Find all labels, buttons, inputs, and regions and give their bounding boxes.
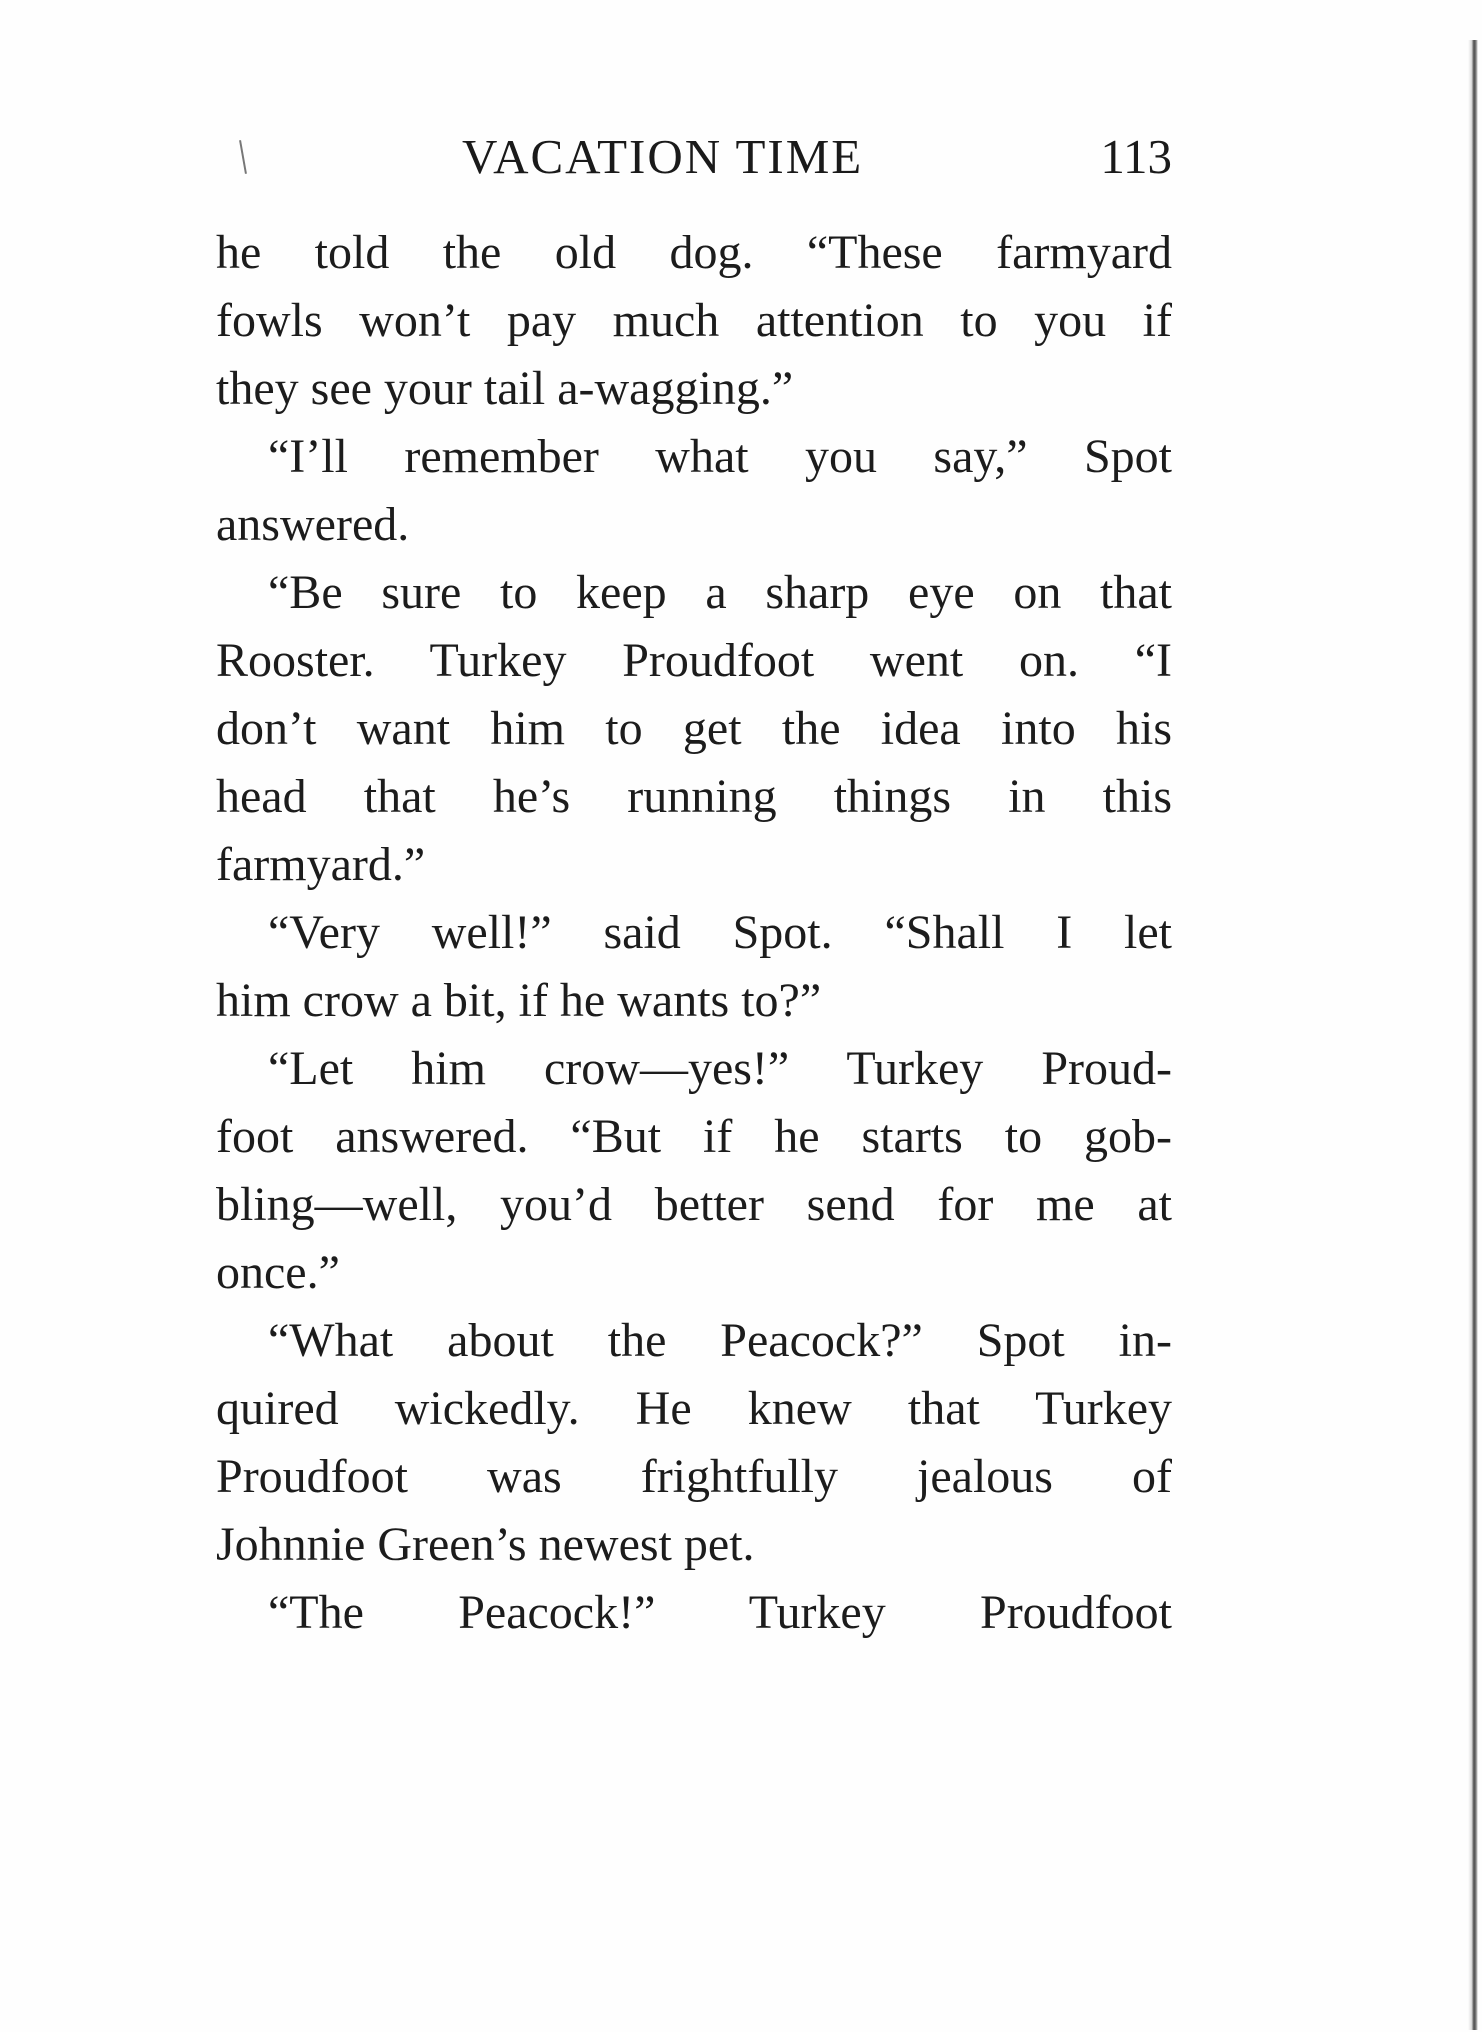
text-line: Proudfoot was frightfully jealous of	[216, 1450, 1172, 1503]
text-line: “Let him crow—yes!” Turkey Proud-	[268, 1042, 1172, 1095]
text-line: him crow a bit, if he wants to?”	[216, 974, 822, 1027]
text-line: “I’ll remember what you say,” Spot	[268, 430, 1172, 483]
text-line: they see your tail a-wagging.”	[216, 362, 794, 415]
text-line: fowls won’t pay much attention to you if	[216, 294, 1172, 347]
text-line: farmyard.”	[216, 838, 426, 891]
text-line: answered.	[216, 498, 410, 551]
text-line: he told the old dog. “These farmyard	[216, 226, 1172, 279]
text-line: quired wickedly. He knew that Turkey	[216, 1382, 1172, 1435]
page-number: 113	[1100, 129, 1172, 184]
text-line: foot answered. “But if he starts to gob-	[216, 1110, 1172, 1163]
text-line: don’t want him to get the idea into his	[216, 702, 1172, 755]
running-head: VACATION TIME	[462, 129, 864, 184]
text-line: once.”	[216, 1246, 340, 1299]
scan-mark	[239, 140, 247, 174]
page-header	[218, 128, 1172, 188]
text-line: Johnnie Green’s newest pet.	[216, 1518, 755, 1571]
text-line: bling—well, you’d better send for me at	[216, 1178, 1172, 1231]
text-line: “The Peacock!” Turkey Proudfoot	[268, 1586, 1172, 1639]
body-text	[216, 219, 1172, 1647]
page-binding-edge	[1468, 40, 1478, 2030]
text-line: Rooster. Turkey Proudfoot went on. “I	[216, 634, 1172, 687]
text-line: “What about the Peacock?” Spot in-	[268, 1314, 1172, 1367]
text-line: “Be sure to keep a sharp eye on that	[268, 566, 1172, 619]
text-line: “Very well!” said Spot. “Shall I let	[268, 906, 1172, 959]
text-line: head that he’s running things in this	[216, 770, 1172, 823]
